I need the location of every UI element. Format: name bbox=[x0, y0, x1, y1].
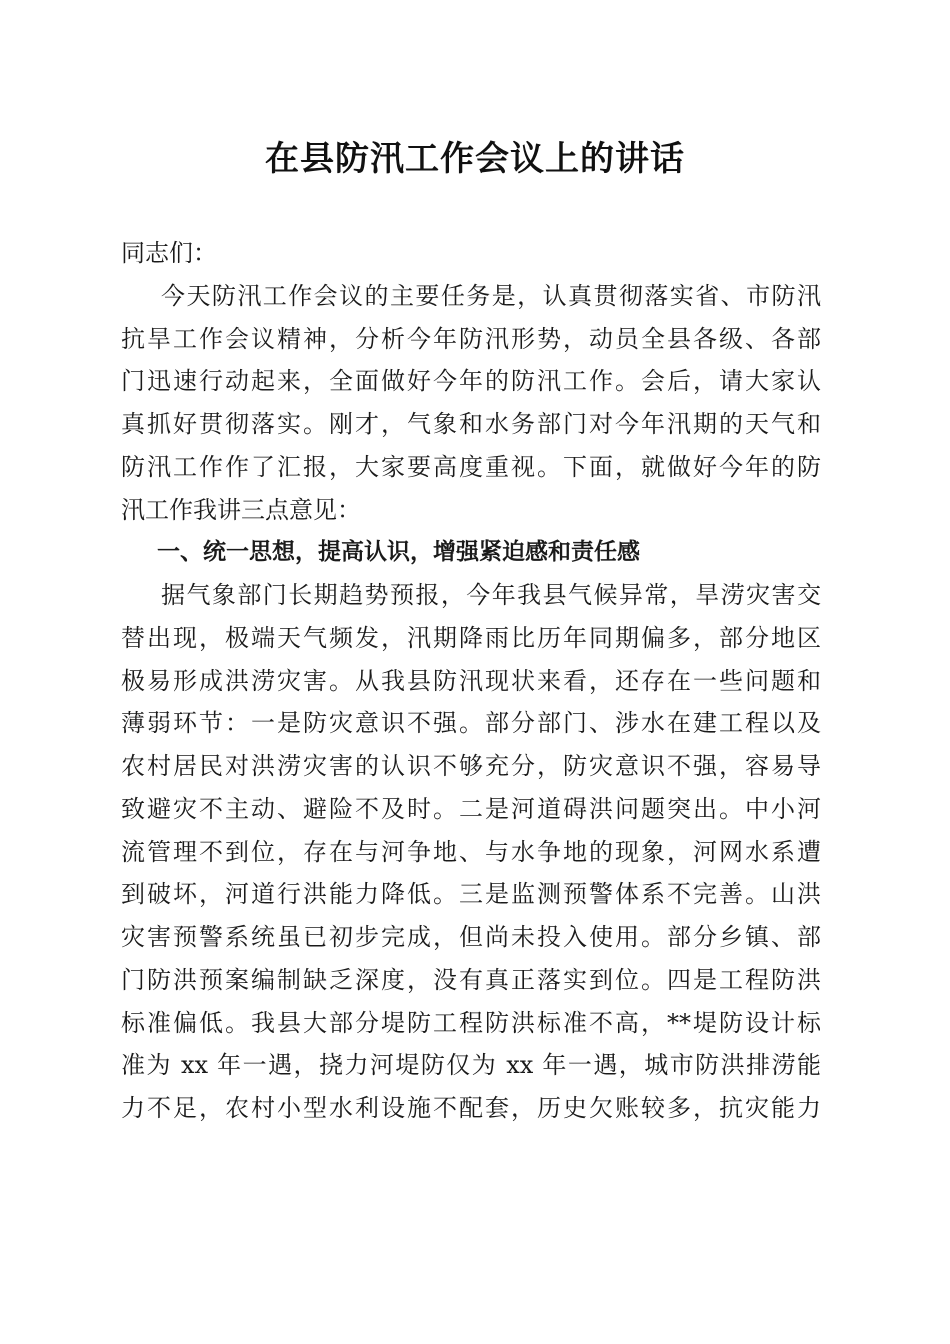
text-line: 极易形成洪涝灾害。从我县防汛现状来看，还存在一些问题和 bbox=[121, 666, 821, 695]
section-heading: 一、统一思想，提高认识，增强紧迫感和责任感 bbox=[157, 539, 640, 566]
text-line: 农村居民对洪涝灾害的认识不够充分，防灾意识不强，容易导 bbox=[121, 752, 821, 780]
text-line: 汛工作我讲三点意见： bbox=[121, 495, 361, 524]
text-line: 薄弱环节：一是防灾意识不强。部分部门、涉水在建工程以及 bbox=[121, 709, 821, 738]
text-line: 力不足，农村小型水利设施不配套，历史欠账较多，抗灾能力 bbox=[121, 1094, 821, 1122]
document-body bbox=[121, 232, 821, 1130]
text-line: 替出现，极端天气频发，汛期降雨比历年同期偏多，部分地区 bbox=[121, 623, 821, 652]
text-line: 今天防汛工作会议的主要任务是，认真贯彻落实省、市防汛 bbox=[161, 281, 821, 310]
text-line: 流管理不到位，存在与河争地、与水争地的现象，河网水系遭 bbox=[121, 837, 821, 866]
text-line: 门迅速行动起来，全面做好今年的防汛工作。会后，请大家认 bbox=[121, 367, 821, 396]
text-line: 据气象部门长期趋势预报，今年我县气候异常，旱涝灾害交 bbox=[161, 581, 821, 609]
text-line: 防汛工作作了汇报，大家要高度重视。下面，就做好今年的防 bbox=[121, 452, 821, 481]
salutation: 同志们： bbox=[121, 239, 217, 267]
text-line: 真抓好贯彻落实。刚才，气象和水务部门对今年汛期的天气和 bbox=[121, 410, 821, 438]
text-line: 灾害预警系统虽已初步完成，但尚未投入使用。部分乡镇、部 bbox=[121, 923, 821, 951]
text-line: 到破坏，河道行洪能力降低。三是监测预警体系不完善。山洪 bbox=[121, 880, 821, 909]
paragraph-lines bbox=[121, 275, 821, 1130]
text-line: 门防洪预案编制缺乏深度，没有真正落实到位。四是工程防洪 bbox=[121, 965, 821, 994]
document-title: 在县防汛工作会议上的讲话 bbox=[265, 139, 685, 179]
text-line: 抗旱工作会议精神，分析今年防汛形势，动员全县各级、各部 bbox=[121, 324, 821, 353]
text-line: 致避灾不主动、避险不及时。二是河道碍洪问题突出。中小河 bbox=[121, 794, 821, 823]
text-line: 标准偏低。我县大部分堤防工程防洪标准不高，**堤防设计标 bbox=[121, 1008, 821, 1037]
text-line: 准为 xx 年一遇，挠力河堤防仅为 xx 年一遇，城市防洪排涝能 bbox=[121, 1051, 821, 1080]
